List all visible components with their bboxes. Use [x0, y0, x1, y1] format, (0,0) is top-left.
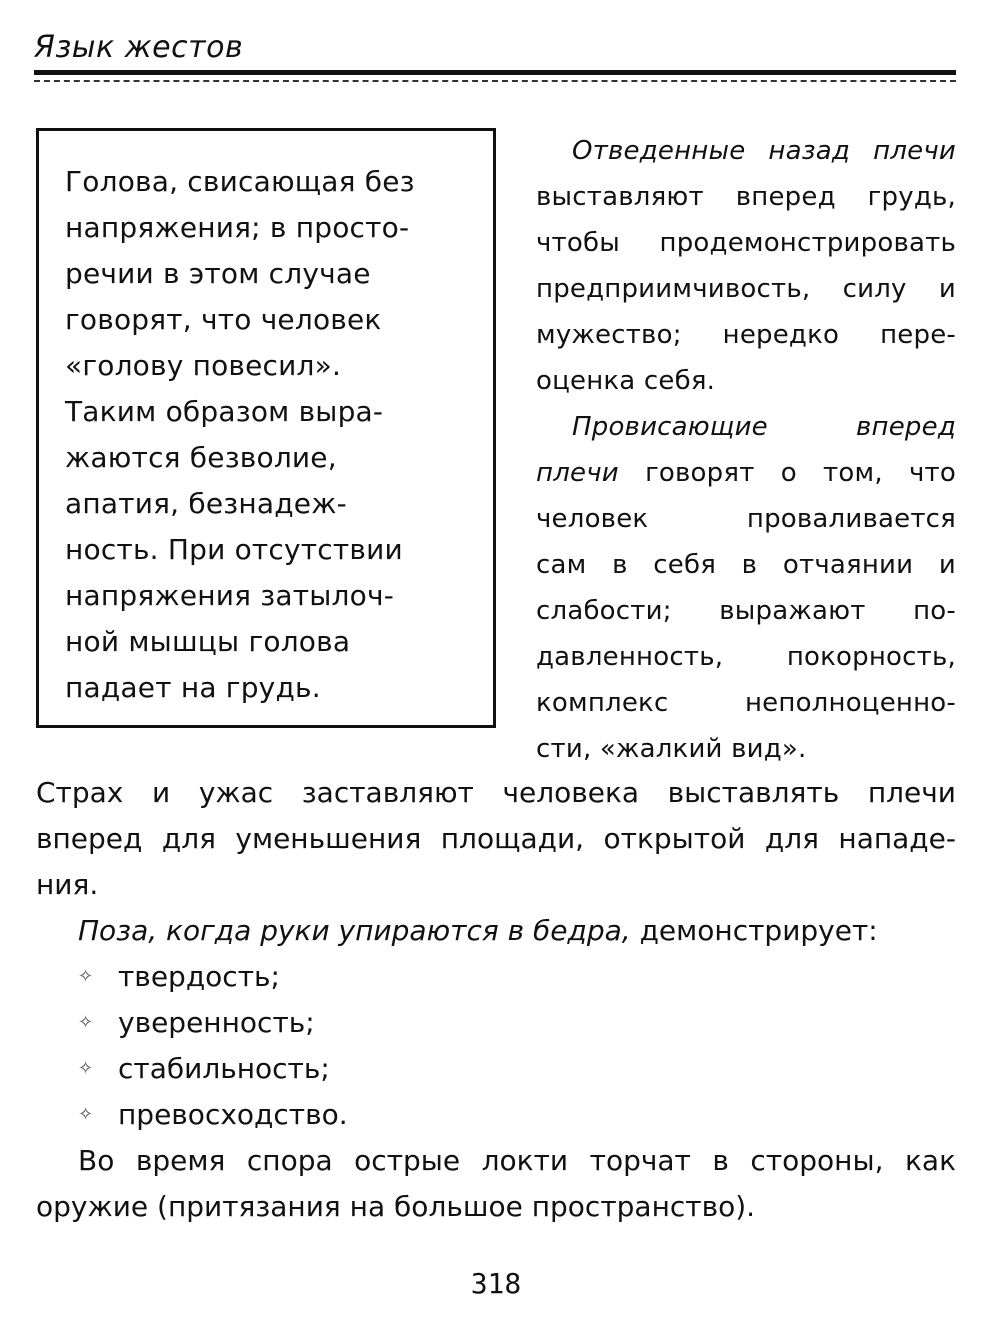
- sidebar-line: речии в этом случае: [65, 257, 371, 290]
- list-item-text: уверенность;: [118, 1006, 315, 1039]
- sidebar-box: [36, 128, 496, 728]
- paragraph-line: комплекс неполноценно-: [536, 688, 956, 718]
- page-number: 318: [470, 1267, 522, 1300]
- sidebar-line: апатия, безнадеж-: [65, 487, 347, 520]
- italic-term: Поза, когда руки упираются в бедра,: [78, 914, 631, 947]
- list-item-text: стабильность;: [118, 1052, 330, 1085]
- paragraph-line: ния.: [36, 868, 99, 901]
- paragraph-line: предприимчивость, силу и: [536, 274, 956, 304]
- paragraph-text: демонстрирует:: [630, 914, 878, 947]
- dispute-paragraph: [36, 1138, 956, 1230]
- sidebar-line: жаются безволие,: [65, 441, 337, 474]
- bullet-list: [78, 954, 348, 1138]
- paragraph-line: Во время спора острые локти торчат в стороны, как: [78, 1144, 956, 1177]
- sidebar-line: напряжения затылоч-: [65, 579, 395, 612]
- list-item: [78, 1000, 348, 1046]
- sidebar-line: ной мышцы голова: [65, 625, 351, 658]
- paragraph-line: человек проваливается: [536, 504, 956, 534]
- paragraph-text: говорят о том, что: [618, 458, 956, 488]
- paragraph-line: Страх и ужас заставляют человека выставлять плечи: [36, 776, 956, 809]
- fear-paragraph: [36, 770, 956, 908]
- paragraph-line: слабости; выражают по-: [536, 596, 956, 626]
- list-item-text: твердость;: [118, 960, 280, 993]
- sidebar-line: Таким образом выра-: [65, 395, 384, 428]
- right-column: [536, 128, 956, 772]
- list-item-text: превосходство.: [118, 1098, 348, 1131]
- paragraph-line: давленность, покорность,: [536, 642, 956, 672]
- italic-term: плечи: [536, 458, 619, 488]
- paragraph-line: сти, «жалкий вид».: [536, 734, 807, 764]
- paragraph-line: Отведенные назад плечи: [572, 136, 956, 166]
- sparkle-bullet-icon: ✧: [78, 1012, 94, 1033]
- paragraph-line: сам в себя в отчаянии и: [536, 550, 956, 580]
- paragraph-line: [536, 450, 956, 496]
- paragraph-line: [36, 908, 956, 954]
- shoulders-back-paragraph: [536, 128, 956, 404]
- shoulders-forward-paragraph: [536, 404, 956, 772]
- header-rule-dashed: [34, 80, 956, 82]
- pose-paragraph: [36, 908, 956, 954]
- paragraph-line: мужество; нередко пере-: [536, 320, 956, 350]
- sidebar-line: Голова, свисающая без: [65, 165, 415, 198]
- sparkle-bullet-icon: ✧: [78, 966, 94, 987]
- sidebar-line: «голову повесил».: [65, 349, 342, 382]
- sidebar-line: ность. При отсутствии: [65, 533, 403, 566]
- paragraph-line: вперед для уменьшения площади, открытой для нападе-: [36, 822, 956, 855]
- paragraph-line: выставляют вперед грудь,: [536, 182, 956, 212]
- sparkle-bullet-icon: ✧: [78, 1104, 94, 1125]
- paragraph-line: Провисающие вперед: [572, 412, 956, 442]
- list-item: [78, 1046, 348, 1092]
- list-item: [78, 1092, 348, 1138]
- sidebar-line: говорят, что человек: [65, 303, 382, 336]
- running-title: Язык жестов: [34, 30, 244, 65]
- header-rule: [34, 70, 956, 75]
- sparkle-bullet-icon: ✧: [78, 1058, 94, 1079]
- sidebar-line: падает на грудь.: [65, 671, 321, 704]
- list-item: [78, 954, 348, 1000]
- paragraph-line: оружие (притязания на большое пространство).: [36, 1190, 756, 1223]
- paragraph-line: чтобы продемонстрировать: [536, 228, 956, 258]
- paragraph-line: оценка себя.: [536, 366, 716, 396]
- sidebar-line: напряжения; в просто-: [65, 211, 410, 244]
